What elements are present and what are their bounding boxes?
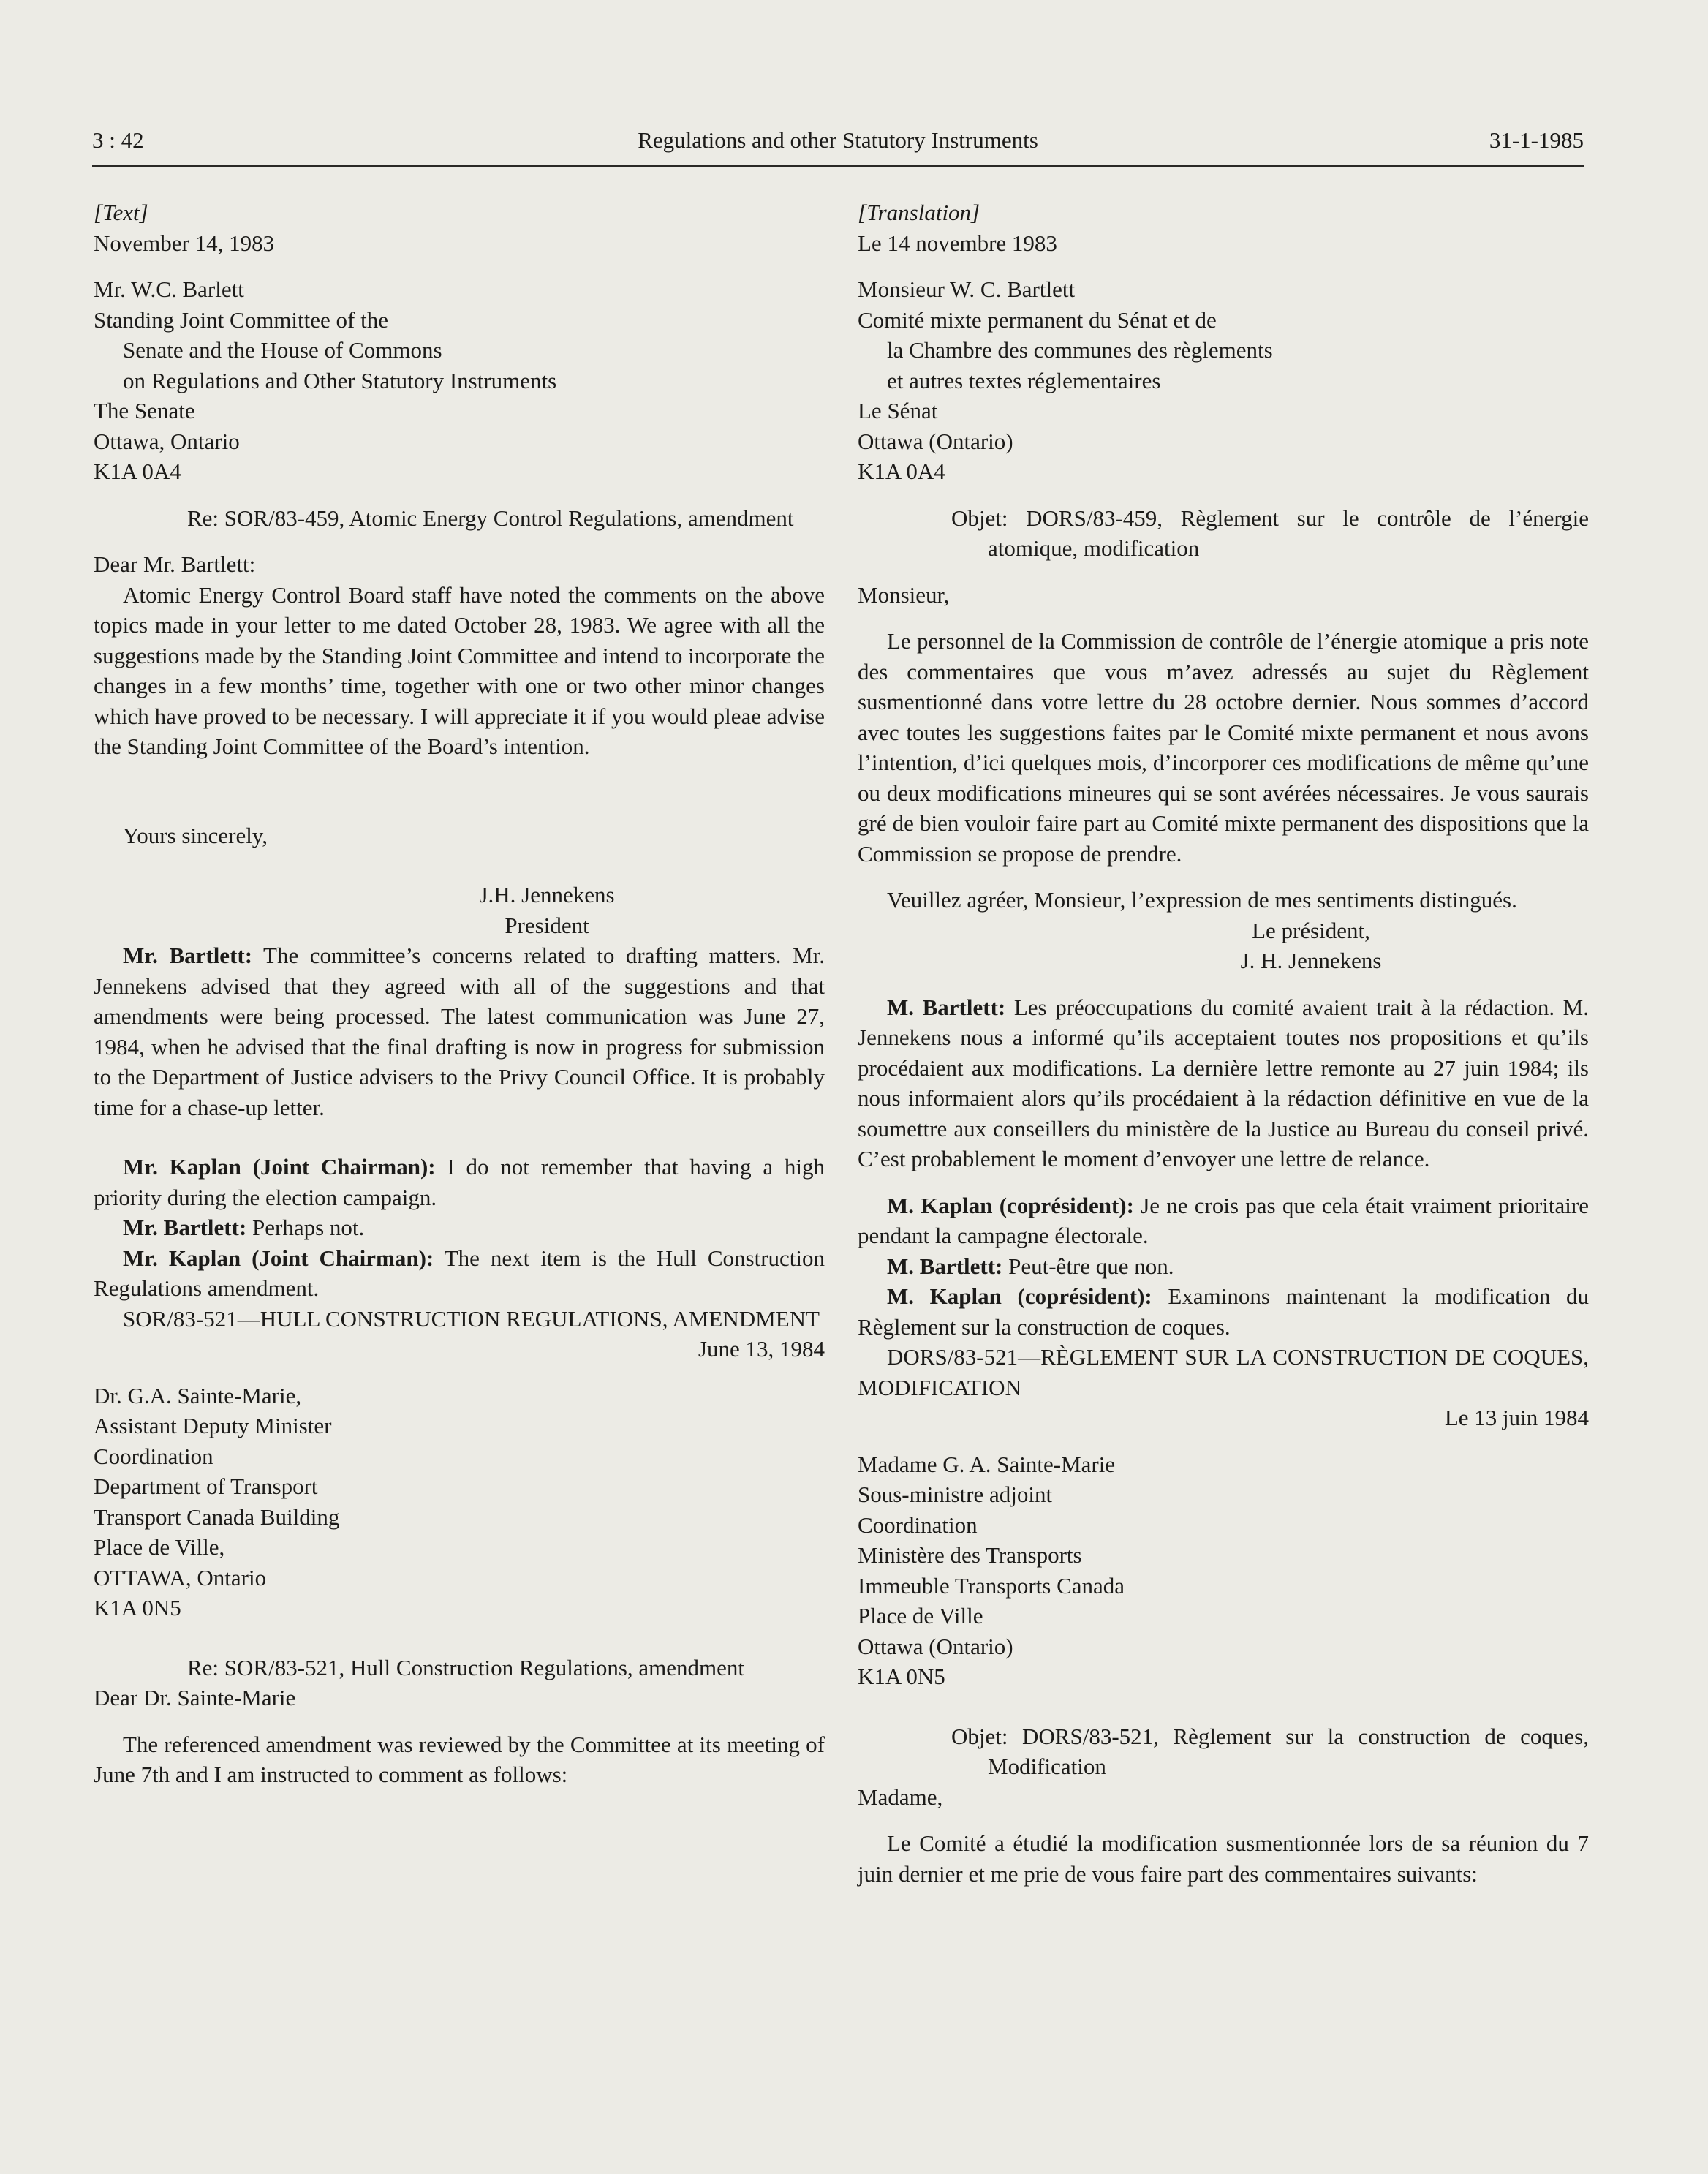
speech-text: The next item is the Hull Construction Regulations amendment. — [94, 1245, 825, 1301]
letter1-signature-name: J.H. Jennekens — [479, 882, 615, 907]
header-date: 31-1-1985 — [1489, 127, 1584, 153]
letter2-body: The referenced amendment was reviewed by the Committee at its meeting of June 7th and I am instructed to comment as follows: — [94, 1731, 825, 1787]
letter1-date: Le 14 novembre 1983 — [858, 230, 1057, 256]
letter1-signature-title: J. H. Jennekens — [1240, 948, 1382, 973]
address-line: The Senate — [94, 398, 195, 423]
address-line: Le Sénat — [858, 398, 938, 423]
letter1-date: November 14, 1983 — [94, 230, 275, 256]
address-line: Madame G. A. Sainte-Marie — [858, 1451, 1116, 1477]
letter2-salutation: Dear Dr. Sainte-Marie — [94, 1685, 296, 1710]
letter1-address — [858, 274, 1589, 487]
address-line: la Chambre des communes des règlements — [887, 337, 1273, 363]
address-line: OTTAWA, Ontario — [94, 1564, 267, 1590]
speech-text: The committee’s concerns related to drafting matters. Mr. Jennekens advised that they agreed with all of the suggestions and that amendments were being processed. The latest communication was June 27, 1984, when he advised that the final drafting is now in progress for submission to the Department of Justice advisers to the Privy Council Office. It is probably time for a chase-up letter. — [94, 943, 825, 1120]
address-line: Senate and the House of Commons — [123, 337, 442, 363]
text-label: [Text] — [94, 200, 148, 225]
section-heading: DORS/83-521—RÈGLEMENT SUR LA CONSTRUCTION DE COQUES, MODIFICATION — [858, 1344, 1589, 1400]
speech-bartlett-2 — [94, 1212, 825, 1243]
speaker: M. Bartlett: — [887, 1253, 1003, 1279]
speech-text: Peut-être que non. — [1008, 1253, 1174, 1279]
letter1-body: Le personnel de la Commission de contrôle de l’énergie atomique a pris note des commentaires que vous m’avez adressés au sujet du Règlement susmentionné dans votre lettre du 28 octobre dernier. Nous sommes d’accord avec toutes les suggestions faites par le Comité mixte permanent et nous avons l’intention, d’ici quelques mois, d’incorporer ces modifications de même qu’une ou deux modifications mineures qui se sont avérées nécessaires. Je vous saurais gré de bien vouloir faire part au Comité mixte permanent des dispositions que la Commission se propose de prendre. — [858, 628, 1589, 867]
french-column — [858, 197, 1589, 1889]
speaker: M. Kaplan (coprésident): — [887, 1283, 1152, 1309]
speech-bartlett-1 — [858, 992, 1589, 1174]
letter1-closing: Veuillez agréer, Monsieur, l’expression de mes sentiments distingués. — [887, 887, 1517, 913]
speaker: M. Kaplan (coprésident): — [887, 1192, 1134, 1218]
speech-kaplan-2 — [858, 1281, 1589, 1342]
letter1-salutation: Monsieur, — [858, 581, 950, 608]
speaker: M. Bartlett: — [887, 994, 1006, 1020]
section-heading: SOR/83-521—HULL CONSTRUCTION REGULATIONS, AMENDMENT — [123, 1305, 820, 1332]
address-line: K1A 0A4 — [94, 458, 181, 484]
letter2-address — [94, 1381, 825, 1623]
speech-kaplan-1 — [94, 1152, 825, 1212]
address-line: Coordination — [858, 1511, 978, 1538]
address-line: Ottawa (Ontario) — [858, 1633, 1013, 1659]
address-line: Ottawa (Ontario) — [858, 428, 1013, 454]
address-line: Coordination — [94, 1443, 214, 1469]
address-line: Place de Ville, — [94, 1534, 225, 1560]
letter2-subject: Re: SOR/83-521, Hull Construction Regulations, amendment — [187, 1654, 745, 1680]
letter2-body: Le Comité a étudié la modification susmentionnée lors de sa réunion du 7 juin dernier et me prie de vous faire part des commentaires suivants: — [858, 1830, 1589, 1887]
address-line: Transport Canada Building — [94, 1503, 340, 1530]
speech-bartlett-2 — [858, 1251, 1589, 1282]
speech-kaplan-2 — [94, 1243, 825, 1304]
address-line: Standing Joint Committee of the — [94, 306, 388, 333]
speech-text: Examinons maintenant la modification du Règlement sur la construction de coques. — [858, 1283, 1589, 1340]
speech-text: Les préoccupations du comité avaient trait à la rédaction. M. Jennekens nous a informé qu’ils acceptaient toutes nos propositions et qu’ils procédaient aux modifications. La dernière lettre remonte au 27 juin 1984; ils nous informaient alors qu’ils procédaient à la rédaction définitive en vue de la soumettre aux conseillers du ministère de la Justice au Bureau du conseil privé. C’est probablement le moment d’envoyer une lettre de relance. — [858, 994, 1589, 1171]
address-line: Sous-ministre adjoint — [858, 1482, 1053, 1507]
address-line: Department of Transport — [94, 1473, 318, 1499]
address-line: Place de Ville — [858, 1603, 983, 1628]
address-line: K1A 0N5 — [858, 1664, 945, 1689]
speech-text: Je ne crois pas que cela était vraiment prioritaire pendant la campagne électorale. — [858, 1192, 1589, 1248]
speech-text: I do not remember that having a high priority during the election campaign. — [94, 1154, 825, 1210]
speaker: Mr. Kaplan (Joint Chairman): — [123, 1245, 434, 1271]
speech-kaplan-1 — [858, 1190, 1589, 1251]
address-line: Mr. W.C. Barlett — [94, 276, 244, 302]
address-line: Assistant Deputy Minister — [94, 1413, 332, 1438]
speech-bartlett-1 — [94, 940, 825, 1122]
letter2-address — [858, 1449, 1589, 1692]
address-line: Monsieur W. C. Bartlett — [858, 276, 1076, 302]
address-line: Dr. G.A. Sainte-Marie, — [94, 1382, 302, 1408]
address-line: K1A 0N5 — [94, 1595, 181, 1620]
letter1-signature-name: Le président, — [1252, 917, 1370, 943]
letter1-signature-title: President — [505, 912, 589, 938]
address-line: Ministère des Transports — [858, 1542, 1082, 1568]
letter1-salutation: Dear Mr. Bartlett: — [94, 551, 256, 577]
letter2-date: June 13, 1984 — [698, 1336, 825, 1362]
address-line: et autres textes réglementaires — [887, 367, 1161, 393]
address-line: Immeuble Transports Canada — [858, 1572, 1125, 1599]
speaker: Mr. Bartlett: — [123, 1215, 247, 1240]
speaker: Mr. Kaplan (Joint Chairman): — [123, 1154, 436, 1180]
letter2-date: Le 13 juin 1984 — [1444, 1405, 1589, 1430]
letter1-subject: Objet: DORS/83-459, Règlement sur le contrôle de l’énergie atomique, modification — [951, 505, 1589, 561]
page-number: 3 : 42 — [92, 127, 144, 153]
page-header — [92, 123, 1584, 167]
speech-text: Perhaps not. — [252, 1215, 365, 1240]
letter1-subject: Re: SOR/83-459, Atomic Energy Control Regulations, amendment — [187, 505, 794, 531]
translation-label: [Translation] — [858, 200, 980, 225]
letter2-salutation: Madame, — [858, 1784, 943, 1810]
speaker: Mr. Bartlett: — [123, 943, 253, 968]
address-line: K1A 0A4 — [858, 458, 945, 484]
header-title: Regulations and other Statutory Instruments — [638, 127, 1038, 153]
address-line: Ottawa, Ontario — [94, 428, 240, 454]
address-line: Comité mixte permanent du Sénat et de — [858, 306, 1217, 333]
letter1-closing: Yours sincerely, — [123, 822, 268, 848]
letter2-subject: Objet: DORS/83-521, Règlement sur la construction de coques, Modification — [951, 1723, 1589, 1779]
letter1-body: Atomic Energy Control Board staff have noted the comments on the above topics made in your letter to me dated October 28, 1983. We agree with all the suggestions made by the Standing Joint Committee and intend to incorporate the changes in a few months’ time, together with one or two other minor changes which have proved to be necessary. I will appreciate it if you would pleae advise the Standing Joint Committee of the Board’s intention. — [94, 581, 825, 759]
address-line: on Regulations and Other Statutory Instruments — [123, 367, 557, 393]
english-column — [94, 197, 825, 1790]
letter1-address — [94, 274, 825, 487]
